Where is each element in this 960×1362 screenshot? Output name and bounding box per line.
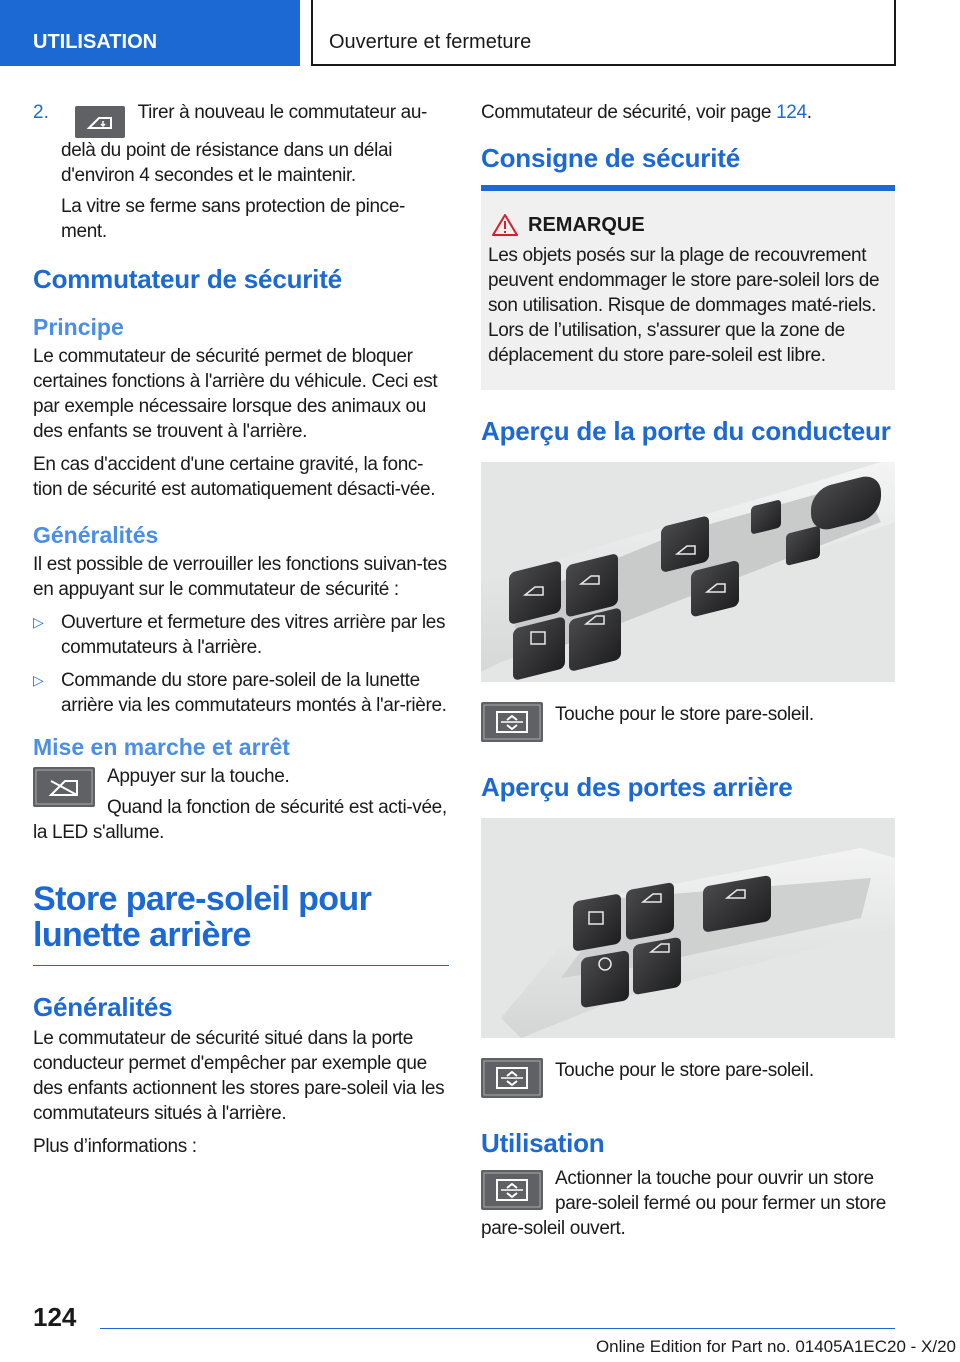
onoff-heading: Mise en marche et arrêt [33,734,290,760]
principle-text-1: Le commutateur de sécurité permet de bloquer certaines fonctions à l'arrière du véhicule. Ceci est par exemple nécessaire lorsque des animaux ou des enfants se trouvent à l'arrière. [33,346,438,442]
step-2-result: La vitre se ferme sans protection de pince-ment. [61,196,406,242]
security-switch-icon [33,767,95,807]
sunblind-button-icon [481,1058,543,1098]
step-number: 2. [33,102,49,123]
cross-reference: Commutateur de sécurité, voir page 124. [481,102,812,123]
notice-box [481,191,895,390]
sunblind-button-icon [481,702,543,742]
onoff-line-1: Appuyer sur la touche. [107,766,290,787]
principle-heading: Principe [33,314,124,340]
window-switch-icon [75,106,125,138]
driver-door-caption: Touche pour le store pare-soleil. [555,704,814,725]
notice-text: Les objets posés sur la plage de recouvrement peuvent endommager le store pare-soleil lors de son utilisation. Risque de dommages maté-riels. Lors de l’utilisation, s'assurer que la zone de déplacement du store pare-soleil est libre. [488,245,880,366]
page-link[interactable]: 124 [776,102,807,123]
sunblind-general-text: Le commutateur de sécurité situé dans la porte conducteur permet d'empêcher par exemple que des enfants actionnent les stores pare-soleil via les commutateurs situés à l'arrière. [33,1028,445,1124]
triangle-bullet-icon: ▷ [33,614,44,630]
usage-heading: Utilisation [481,1128,605,1158]
notice-title: REMARQUE [488,213,888,237]
general-text: Il est possible de verrouiller les fonctions suivan-tes en appuyant sur le commutateur de sécurité : [33,554,447,600]
rear-doors-caption: Touche pour le store pare-soleil. [555,1060,814,1081]
sunblind-button-icon [481,1170,543,1210]
section-tab: UTILISATION [0,0,300,66]
divider [33,965,449,966]
more-info-text: Plus d’informations : [33,1136,197,1157]
driver-door-caption-row [481,702,895,746]
locked-functions-list [33,610,449,718]
chapter-title: Ouverture et fermeture [311,0,896,66]
list-item: ▷ Commande du store pare-soleil de la lunette arrière via les commutateurs montés à l'ar-rière. [33,670,447,716]
step-2 [33,100,449,244]
security-switch-heading: Commutateur de sécurité [33,264,342,294]
general-heading: Généralités [33,522,159,548]
rear-doors-heading: Aperçu des portes arrière [481,772,793,802]
left-column [33,100,449,1167]
onoff-line-2: Quand la fonction de sécurité est acti-vée, la LED s'allume. [33,797,447,843]
step-2-text: Tirer à nouveau le commutateur au-delà du point de résistance dans un délai d'environ 4 secondes et le maintenir. [61,102,428,186]
footer-rule [100,1328,895,1329]
page-number: 124 [33,1302,77,1332]
safety-heading: Consigne de sécurité [481,143,740,173]
triangle-bullet-icon: ▷ [33,672,44,688]
rear-doors-caption-row [481,1058,895,1102]
driver-door-heading: Aperçu de la porte du conducteur [481,416,891,446]
sunblind-general-heading: Généralités [33,992,173,1022]
driver-door-switches-image [481,462,895,682]
warning-triangle-icon [492,213,518,237]
rear-door-switches-image [481,818,895,1038]
edition-note: Online Edition for Part no. 01405A1EC20 - X/20 [595,1337,956,1356]
usage-block [481,1166,895,1249]
usage-text: Actionner la touche pour ouvrir un store pare-soleil fermé ou pour fermer un store pare-soleil ouvert. [481,1168,886,1239]
right-column [481,100,895,1249]
list-item: ▷ Ouverture et fermeture des vitres arrière par les commutateurs à l'arrière. [33,612,446,658]
onoff-block [33,764,449,881]
sunblind-heading: Store pare-soleil pour lunette arrière [33,880,372,954]
principle-text-2: En cas d'accident d'une certaine gravité, la fonc-tion de sécurité est automatiquement désacti-vée. [33,454,436,500]
